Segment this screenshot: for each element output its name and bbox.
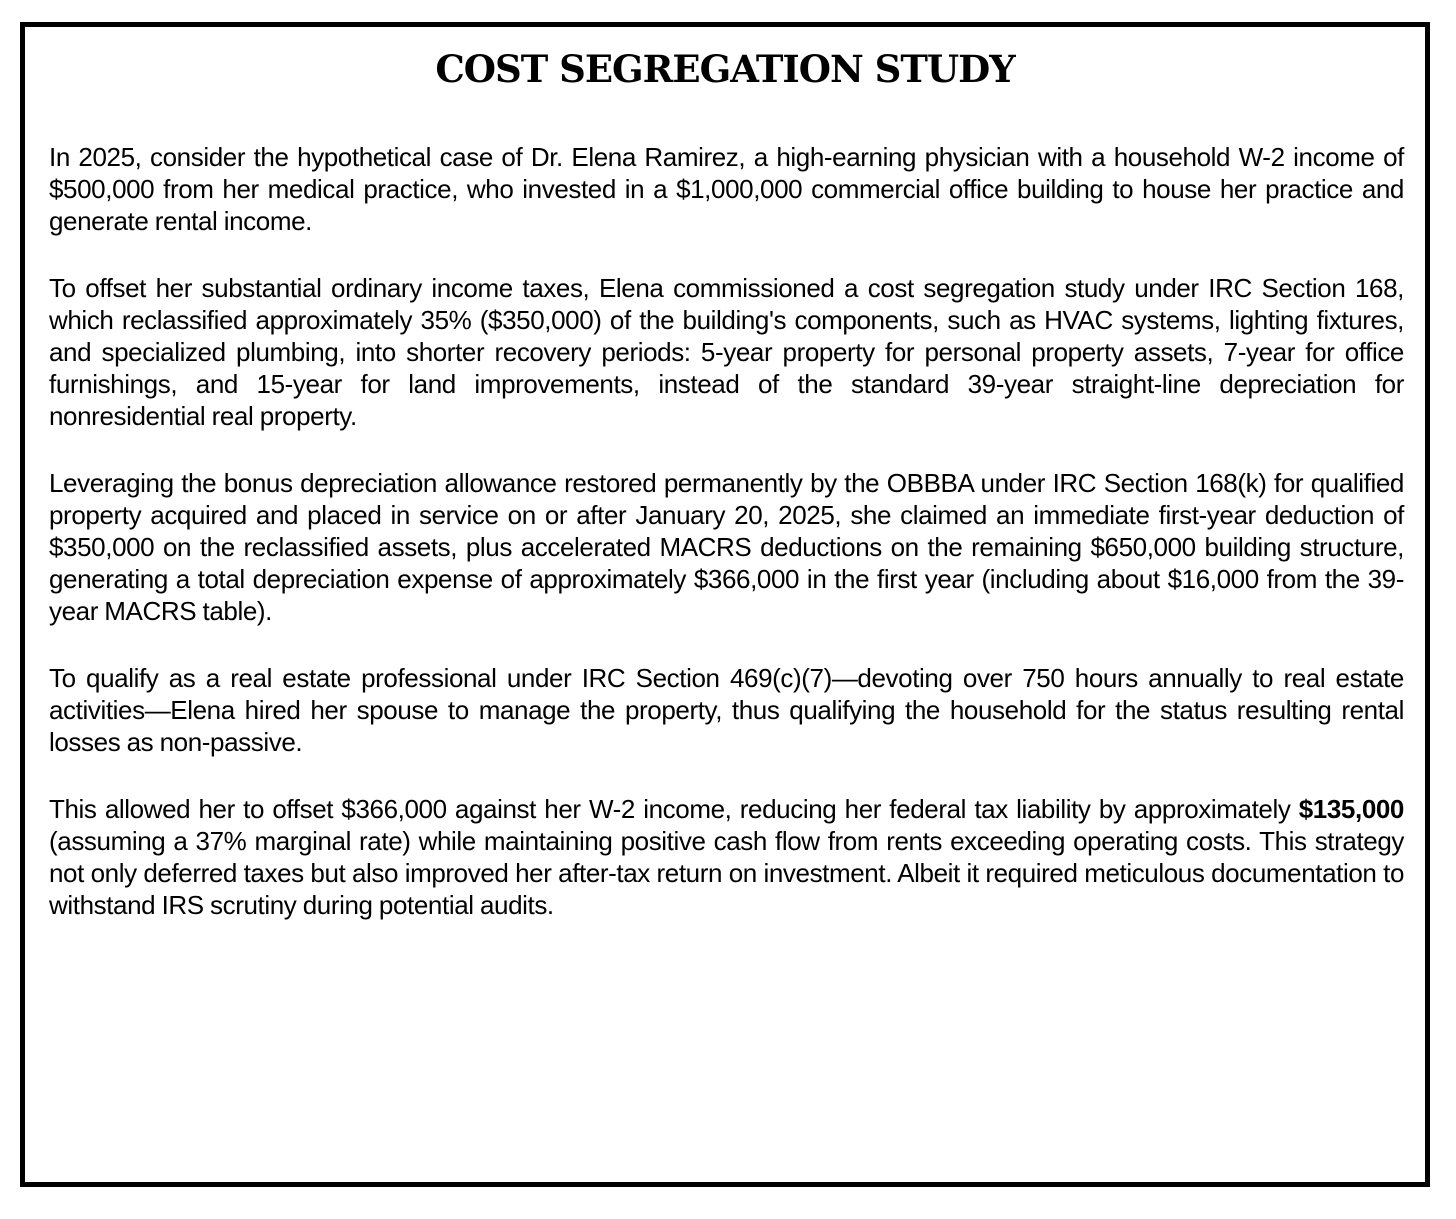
paragraph-2: To offset her substantial ordinary income taxes, Elena commissioned a cost segregation study under IRC Section 168, which reclassified approximately 35% ($350,000) of the building's components, such as HVAC systems, lighting fixtures, and specialized plumbing, into shorter recovery periods: 5-year property for personal property assets, 7-year for office furnishings, and 15-year for land improvements, instead of the standard 39-year straight-line depreciation for nonresidential real property.: [49, 273, 1404, 431]
document-body: [49, 141, 1404, 921]
document-frame: [20, 22, 1430, 1187]
paragraph-1: In 2025, consider the hypothetical case of Dr. Elena Ramirez, a high-earning physician with a household W-2 income of $500,000 from her medical practice, who invested in a $1,000,000 commercial office building to house her practice and generate rental income.: [49, 142, 1404, 236]
paragraph-3: Leveraging the bonus depreciation allowance restored permanently by the OBBBA under IRC Section 168(k) for qualified property acquired and placed in service on or after January 20, 2025, she claimed an immediate first-year deduction of $350,000 on the reclassified assets, plus accelerated MACRS deductions on the remaining $650,000 building structure, generating a total depreciation expense of approximately $366,000 in the first year (including about $16,000 from the 39-year MACRS table).: [49, 468, 1404, 626]
paragraph-5-text-end: (assuming a 37% marginal rate) while maintaining positive cash flow from rents exceeding operating costs. This strategy not only deferred taxes but also improved her after-tax return on investment. Albeit it required meticulous documentation to withstand IRS scrutiny during potential audits.: [49, 826, 1404, 920]
paragraph-4: To qualify as a real estate professional under IRC Section 469(c)(7)—devoting over 750 hours annually to real estate activities—Elena hired her spouse to manage the property, thus qualifying the household for the status resulting rental losses as non-passive.: [49, 663, 1404, 757]
paragraph-5-text-start: This allowed her to offset $366,000 against her W-2 income, reducing her federal tax liability by approximately: [49, 794, 1299, 824]
paragraph-5: [49, 793, 1404, 921]
document-title: COST SEGREGATION STUDY: [435, 47, 1015, 91]
tax-savings-amount: $135,000: [1298, 794, 1404, 824]
